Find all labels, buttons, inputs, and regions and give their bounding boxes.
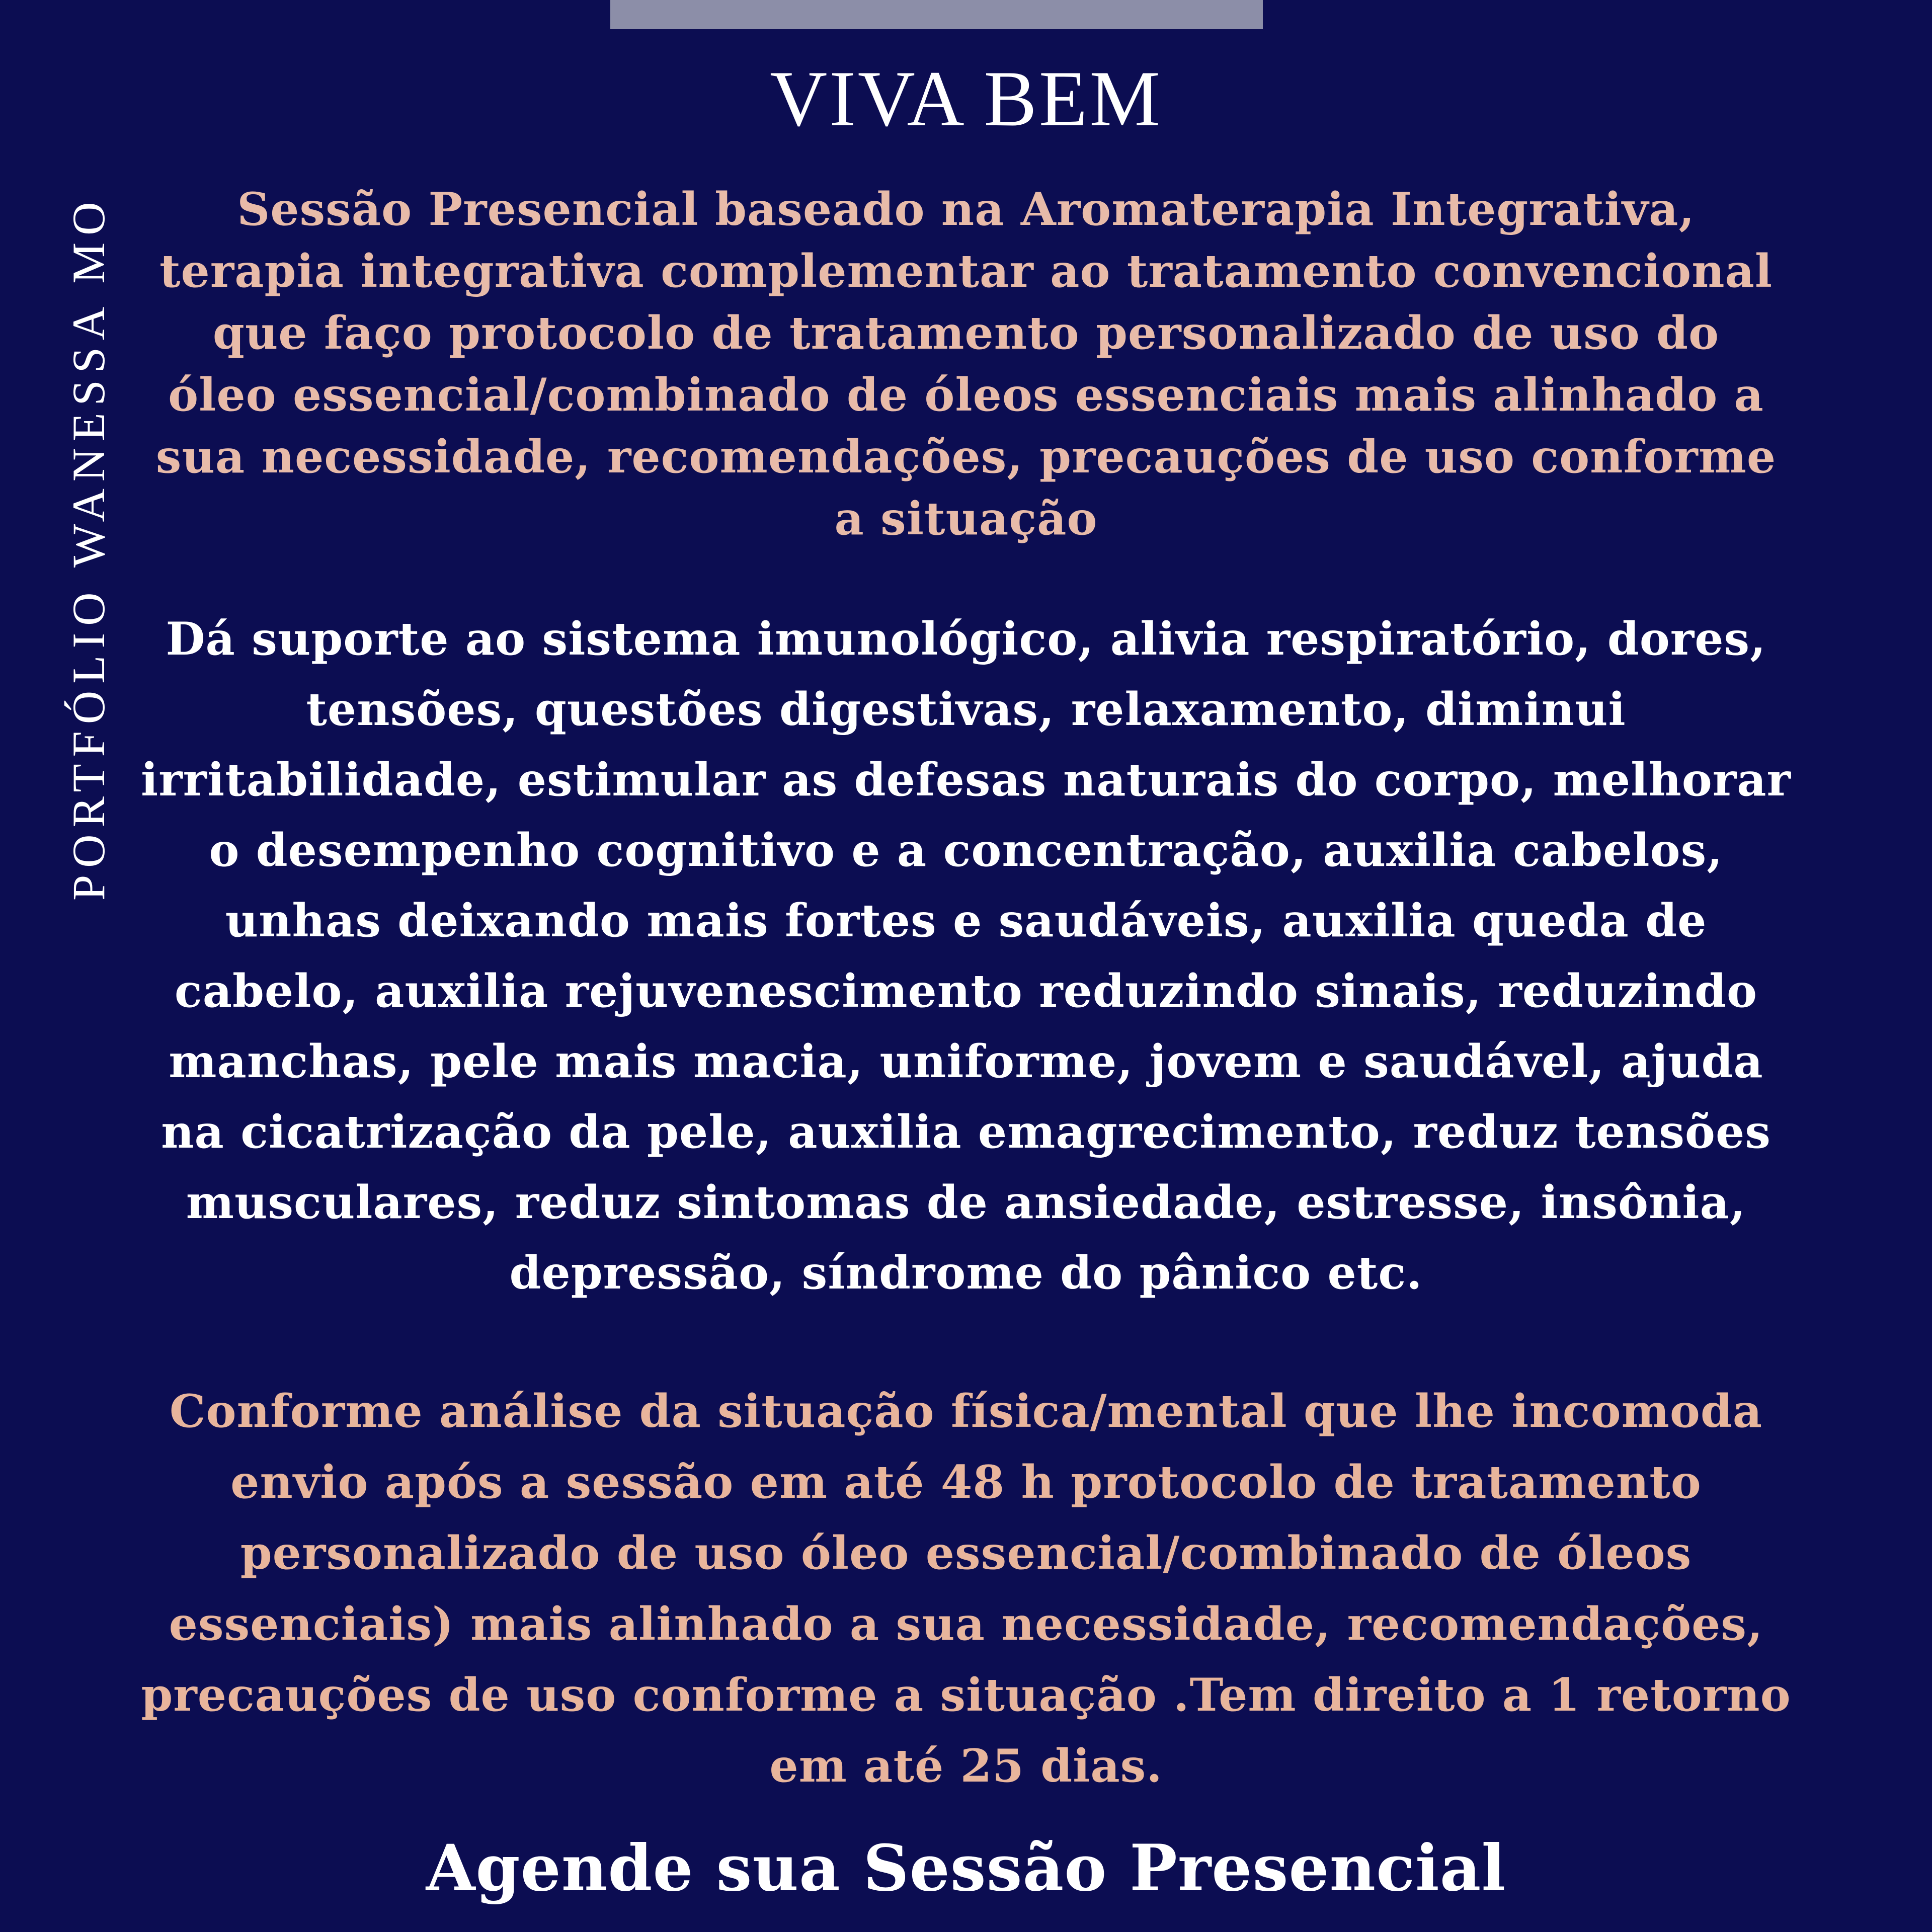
benefits-paragraph: Dá suporte ao sistema imunológico, alivia respiratório, dores, tensões, questões digestivas, relaxamento, diminui irritabilidade, estimular as defesas naturais do corpo, melhorar o desempenho cognitivo e a concentração, auxilia cabelos, unhas deixando mais fortes e saudáveis, auxilia queda de cabelo, auxilia rejuvenescimento reduzindo sinais, reduzindo manchas, pele mais macia, uniforme, jovem e saudável, ajuda na cicatrização da pele, auxilia emagrecimento, reduz tensões musculares, reduz sintomas de ansiedade, estresse, insônia, depressão, síndrome do pânico etc. (141, 612, 1791, 1300)
top-image-strip (610, 0, 1263, 29)
protocol-paragraph: Conforme análise da situação física/mental que lhe incomoda envio após a sessão em até 48 h protocolo de tratamento personalizado de uso óleo essencial/combinado de óleos essenciais) mais alinhado a sua necessidade, recomendações, precauções de uso conforme a situação .Tem direito a 1 retorno em até 25 dias. (141, 1385, 1791, 1793)
portfolio-side-label: PORTFÓLIO WANESSA MO (63, 195, 114, 901)
page-title: VIVA BEM (770, 55, 1162, 143)
schedule-session-heading: Agende sua Sessão Presencial (426, 1831, 1506, 1905)
intro-paragraph: Sessão Presencial baseado na Aromaterapia Integrativa, terapia integrativa complementar ao tratamento convencional que faço protocolo de tratamento personalizado de uso do óleo essencial/combinado de óleos essenciais mais alinhado a sua necessidade, recomendações, precauções de uso conforme a situação (155, 183, 1777, 545)
